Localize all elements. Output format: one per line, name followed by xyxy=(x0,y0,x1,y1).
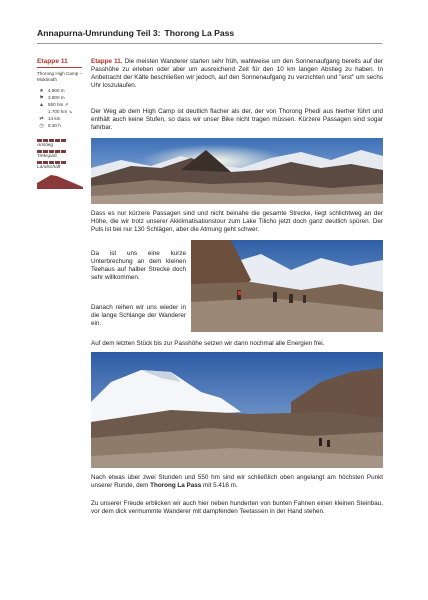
paragraph-text: Nach etwas über zwei Stunden und 550 hm sind wir schließlich oben angelangt am höchsten Punkt unserer Runde, dem xyxy=(91,474,383,489)
stat-summit xyxy=(37,87,85,94)
rating-bar-segment xyxy=(55,161,60,164)
rating-label: Trekspaß xyxy=(37,154,57,160)
stat-time xyxy=(37,122,85,129)
rating-bar-segment xyxy=(61,161,66,164)
stat-value: 1.700 hm ↘ xyxy=(48,108,73,114)
stat-value: 8:30 h xyxy=(48,123,61,129)
ascent-icon: ▲ xyxy=(39,101,44,108)
stat-value: 4.800 m xyxy=(48,88,65,94)
photo-hikers-trail xyxy=(191,240,383,332)
paragraph-text: mit 5.416 m. xyxy=(201,481,238,489)
sidebar-route: Thorong High Camp – Muktinath xyxy=(37,71,83,82)
elevation-profile-icon xyxy=(37,173,83,189)
rating-bar-segment xyxy=(37,139,42,142)
distance-icon: ⇄ xyxy=(39,115,44,122)
stat-value: 3.800 m xyxy=(48,95,65,101)
walker-icon: ⚑ xyxy=(39,94,44,101)
paragraph-last-stretch: Auf dem letzten Stück bis zur Passhöhe setzen wir dann nochmal alle Energien frei. xyxy=(91,340,325,347)
rating-bar-segment xyxy=(61,139,66,142)
rating-landschaft xyxy=(37,161,85,170)
paragraph-path: Der Weg ab dem High Camp ist deutlich flacher als der, der von Thorong Phedi aus hierher führt und enthält auch keine Stufen, so dass wir unser Bike nicht tragen müssen. Kürzere Passagen sind sogar fahrbar. xyxy=(91,108,383,131)
rating-trekspass xyxy=(37,150,85,159)
photo-pass-approach xyxy=(91,352,383,468)
paragraph-altitude: Dass es nur kürzere Passagen sind und nicht beinahe die gesamte Strecke, liegt schlichtweg an der Höhe, die wir trotz unserer Akklimatisationstour zum Lake Tilicho jetzt doch ganz deutlich spüren. Der Puls ist bei nur 130 Schlägen, aber die Atmung geht schwer. xyxy=(91,210,383,233)
paragraph-text: Die meisten Wanderer starten sehr früh, wahlweise um den Sonnenaufgang bereits auf der Passhöhe zu erleben oder aber um ausreichend Zeit für den 10 km langen Abstieg zu haben. In Anbetracht der Kälte beschließen wir jedoch, auf den Sonnenaufgang zu verzichten und "erst" um sechs Uhr loszulaufen. xyxy=(91,58,383,89)
rating-bar-segment xyxy=(55,150,60,153)
rating-label: Landschaft xyxy=(37,165,61,171)
rating-bar-segment xyxy=(49,161,54,164)
paragraph-teahouse: Da ist uns eine kurze Unterbrechung an dem kleinen Teehaus auf halber Strecke doch sehr willkommen. xyxy=(91,250,186,281)
stat-ascent xyxy=(37,101,85,108)
summit-icon: ★ xyxy=(39,87,44,94)
stage-sidebar xyxy=(37,58,85,189)
rating-bars xyxy=(37,139,85,142)
rating-bar-segment xyxy=(37,161,42,164)
stat-distance xyxy=(37,115,85,122)
paragraph-teahouse-pass: Zu unserer Freude erblicken wir auch hier neben hunderten von bunten Fahnen einen kleinen Steinbau, vor dem dick vermummte Wanderer mit dampfenden Teetassen in der Hand stehen. xyxy=(91,500,383,515)
rating-bar-segment xyxy=(55,139,60,142)
rating-label: Anstieg xyxy=(37,143,53,149)
page-title-main: Annapurna-Umrundung Teil 3: xyxy=(37,28,161,38)
sidebar-divider xyxy=(37,67,82,68)
stat-value: 14 km xyxy=(48,116,61,122)
page-title-sub: Thorong La Pass xyxy=(164,28,235,38)
paragraph-intro xyxy=(91,58,383,90)
stat-descent xyxy=(37,108,85,115)
time-icon: ◷ xyxy=(39,122,44,129)
rating-bar-segment xyxy=(43,161,48,164)
rating-bar-segment xyxy=(49,139,54,142)
stage-stats xyxy=(37,87,85,129)
rating-bar-segment xyxy=(49,150,54,153)
rating-bar-segment xyxy=(43,139,48,142)
photo-panorama-highcamp xyxy=(91,138,383,204)
page-title xyxy=(37,28,234,38)
stage-lead: Etappe 11. xyxy=(91,58,123,65)
title-divider xyxy=(37,43,382,44)
rating-bars xyxy=(37,161,85,164)
paragraph-summit xyxy=(91,474,383,490)
stage-ratings xyxy=(37,139,85,170)
rating-bar-segment xyxy=(43,150,48,153)
rating-bar-segment xyxy=(61,150,66,153)
pass-name: Thorong La Pass xyxy=(150,481,202,489)
sidebar-stage-label: Etappe 11 xyxy=(37,58,68,65)
rating-anstieg xyxy=(37,139,85,148)
rating-bar-segment xyxy=(37,150,42,153)
stat-value: 550 hm ↗ xyxy=(48,101,69,107)
stat-walker xyxy=(37,94,85,101)
rating-bars xyxy=(37,150,85,153)
paragraph-queue: Danach reihen wir uns wieder in die lange Schlange der Wanderer ein. xyxy=(91,304,186,327)
